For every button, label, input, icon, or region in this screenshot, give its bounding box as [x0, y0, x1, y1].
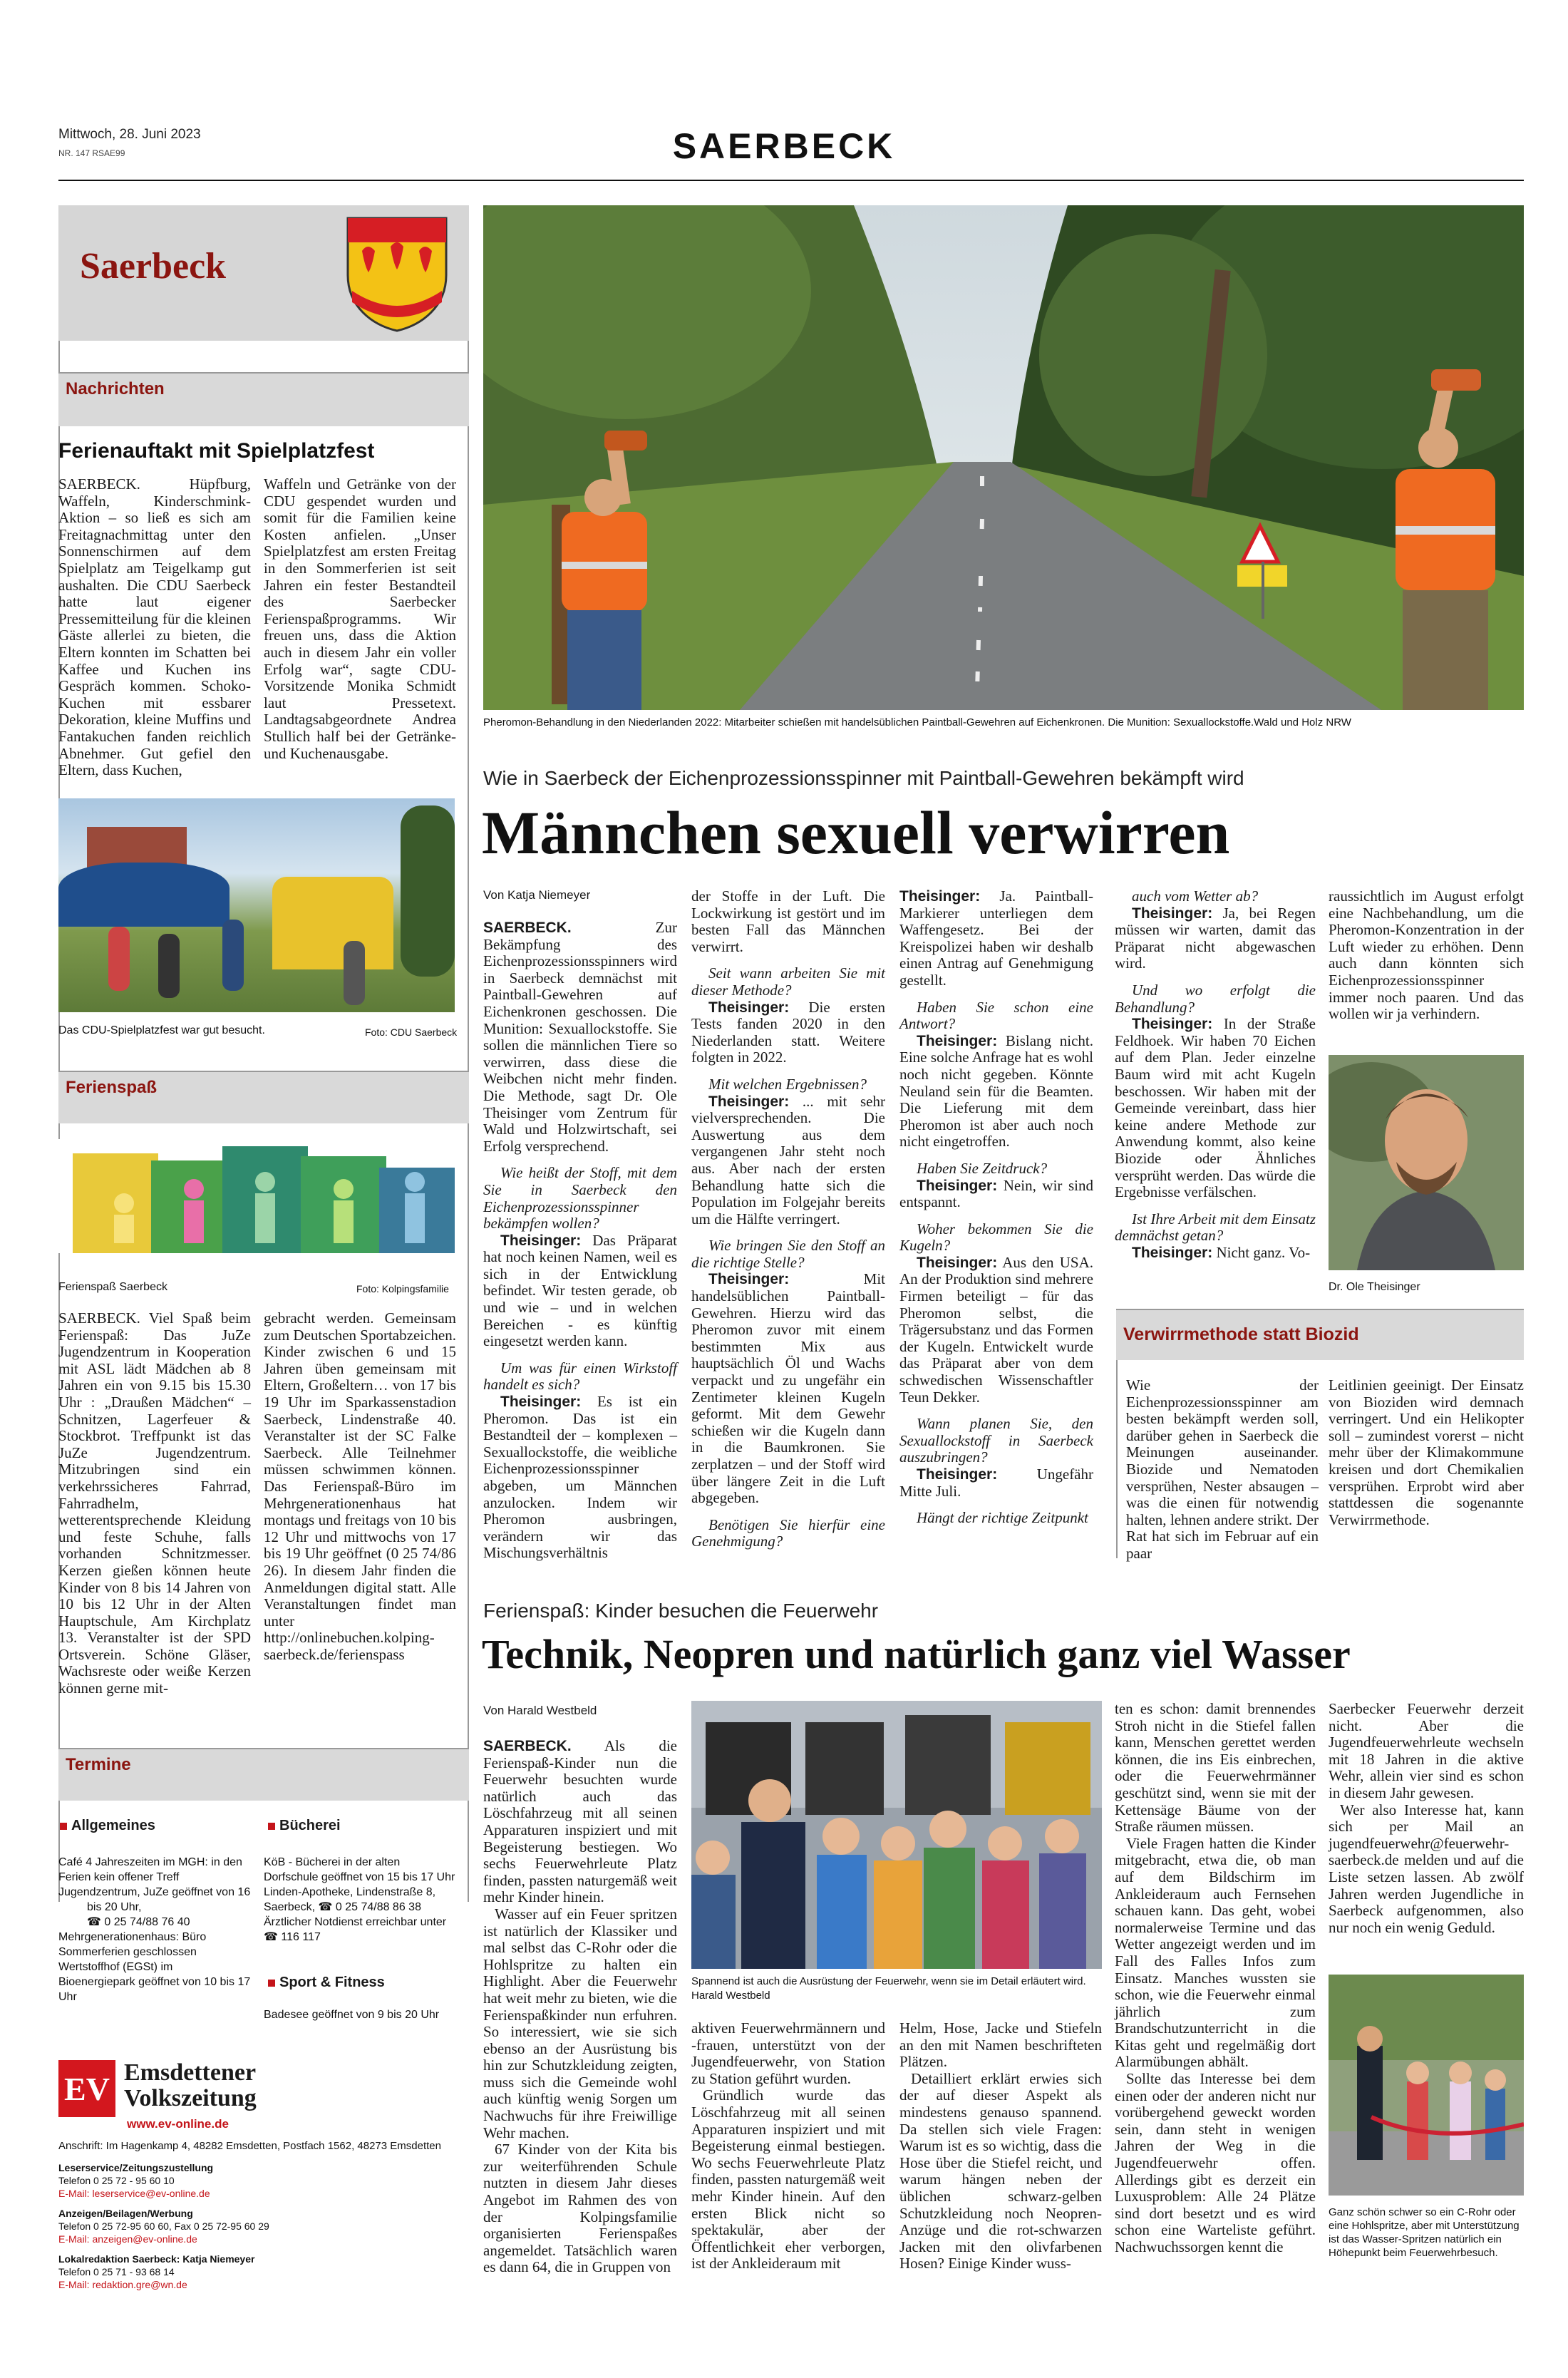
paragraph [691, 2087, 885, 2273]
interview-answer [1115, 1016, 1316, 1201]
paragraph-text: Detailliert erklärt erwies sich der auf dieser Aspekt als mindestens genauso spannend. Da stellen sich viele Fragen: Warum ist es so wichtig, dass die Hose über die Stiefel reicht, und warum hängen neben der üblichen schwarz-gelben Schutzkleidung noch Neopren-Anzüge und die rot-schwarzen Jacken mit den olivfarbenen Hosen? Einige Kinder wuss- [899, 2069, 1102, 2273]
contact-line: Telefon 0 25 72-95 60 60, Fax 0 25 72-95 60 29 [58, 2220, 269, 2232]
masthead-rule [58, 180, 1524, 181]
spielplatzfest-credit: Foto: CDU Saerbeck [365, 1026, 458, 1038]
interview-answer [691, 1271, 885, 1506]
ferienspass-text-1: SAERBECK. Viel Spaß beim Ferienspaß: Das JuZe Jugendzentrum in Kooperation mit ASL lädt Mädchen ab 8 Jahren ein von 9.15 bis 15.30 Uhr : „Draußen Mädchen“ – Schnitzen, Lagerfeuer & Stockbrot. Treffpunkt ist das JuZe Jugendzentrum. Mitzubringen sind ein verkehrssicheres Fahrrad, Fahrradhelm, wetterentsprechende Kleidung und feste Schuhe, falls vorhanden Schnitzmesser. Kerzen gießen können heute Kinder von 8 bis 14 Jahren von 10 bis 12 Uhr in der Alten Hauptschule, Am Kirchplatz 13. Veranstalter ist der SPD Ortsverein. Schöne Gläser, Wachsreste oder weiße Kerzen können gerne mit- [58, 1309, 251, 1697]
paragraph-text: Mit handelsüblichen Paintball-Gewehren. Hierzu wird das Pheromon zuvor mit einem bestimmten Mix aus hauptsächlich Öl und Wachs verpackt und zu ungefähr ein Zentimeter kleinen Kugeln geformt. Mit dem Gewehr schießen wir die Kugeln dann in die Baumkronen. Sie zerplatzen – und der Stoff wird über längere Zeit in die Luft abgegeben. [691, 1270, 885, 1507]
main-byline: Von Katja Niemeyer [483, 888, 591, 902]
main-column-5 [1329, 888, 1524, 1023]
paragraph [1115, 1701, 1316, 1836]
interview-answer [483, 1394, 677, 1562]
paragraph [899, 2071, 1102, 2273]
second-byline: Von Harald Westbeld [483, 1704, 597, 1717]
sport-title-text: Sport & Fitness [279, 1975, 385, 1990]
paragraph [899, 2020, 1102, 2071]
c-rohr-photo [1329, 1975, 1524, 2196]
c-rohr-caption: Ganz schön schwer so ein C-Rohr oder eine Hohlspritze, aber mit Unterstützung ist das Wasser-Spritzen natürlich ein Höhepunkt beim Feuerwehrbesuch. [1329, 2206, 1520, 2259]
paragraph-text: Zur Bekämpfung des Eichenprozessionsspinners wird in Saerbeck demnächst mit Paintball-Gewehren auf Eichenkronen geschossen. Die Munition: Sexuallockstoffe. Sie sollen die männlichen Tiere so verwirren, dass diese die Weibchen nicht mehr finden. Die Methode, sagt Dr. Ole Theisinger vom Zentrum für Wald und Holzwirtschaft, sei Erfolg versprechend. [483, 919, 677, 1155]
paragraph [691, 888, 885, 955]
buecherei-item: KöB - Bücherei in der alten Dorfschule geöffnet von 15 bis 17 Uhr [264, 1856, 455, 1883]
contact-title: Leserservice/Zeitungszustellung [58, 2162, 214, 2173]
publisher-address: Anschrift: Im Hagenkamp 4, 48282 Emsdetten, Postfach 1562, 48273 Emsdetten [58, 2140, 441, 2152]
publisher-url[interactable]: www.ev-online.de [127, 2117, 229, 2131]
contact-block [58, 2207, 458, 2245]
paragraph-text: Helm, Hose, Jacke und Stiefeln an den mit Namen beschrifteten Plätzen. [899, 2019, 1102, 2071]
infobox-column-2 [1329, 1377, 1524, 1528]
contact-block [58, 2161, 458, 2200]
lead-in: Theisinger: [917, 1177, 998, 1194]
ferienspass-photo-credit: Foto: Kolpingsfamilie [356, 1283, 449, 1294]
allgemeines-list [58, 1855, 251, 2004]
contact-email[interactable]: E-Mail: redaktion.gre@wn.de [58, 2279, 187, 2290]
termine-header [58, 1748, 469, 1801]
interview-question: Haben Sie schon eine Antwort? [899, 998, 1093, 1033]
lead-in: Theisinger: [917, 1466, 998, 1483]
interview-question: Und wo erfolgt die Behandlung? [1115, 981, 1316, 1016]
interview-question: Woher bekommen Sie die Kugeln? [899, 1220, 1093, 1255]
paragraph-text: der Stoffe in der Luft. Die Lockwirkung ist gestört und im besten Fall das Männchen verwirrt. [691, 887, 885, 955]
interview-question: Hängt der richtige Zeitpunkt [917, 1509, 1088, 1527]
contact-email[interactable]: E-Mail: anzeigen@ev-online.de [58, 2233, 197, 2245]
page-date: Mittwoch, 28. Juni 2023 [58, 127, 201, 142]
news-column-2 [264, 476, 456, 762]
second-column-3 [899, 2020, 1102, 2273]
news-header-label: Nachrichten [66, 379, 165, 398]
spielplatzfest-caption: Das CDU-Spielplatzfest war gut besucht. [58, 1024, 265, 1036]
paragraph-text: Ja, bei Regen müssen wir warten, damit das Präparat nicht abgewaschen wird. [1115, 904, 1316, 972]
interview-question: Wie bringen Sie den Stoff an die richtige Stelle? [691, 1237, 885, 1271]
buecherei-list [264, 1855, 456, 1945]
paragraph-text: ... mit sehr vielversprechenden. Die Auswertung aus dem vergangenen Jahr steht noch aus. Aber nach der ersten Behandlung hatte sich die Population im Folgejahr bereits um die Hälfte verringert. [691, 1092, 885, 1227]
paragraph [1329, 1802, 1524, 1937]
paragraph-text: Es ist ein Pheromon. Das ist ein Bestandteil der – komplexen – Sexuallockstoffe, die weibliche Eichenprozessionsspinner abgeben, um Männchen anzulocken. Indem wir Pheromon ausbringen, verändern wir das Mischungsverhältnis [483, 1393, 678, 1562]
infobox-column-1 [1126, 1377, 1319, 1563]
lead-in: Theisinger: [500, 1394, 582, 1411]
lead-in: Theisinger: [708, 1271, 790, 1288]
publisher-logo [58, 2060, 115, 2117]
allgemeines-item: Wertstoffhof (EGSt) im Bioenergiepark geöffnet von 10 bis 17 Uhr [58, 1961, 251, 2003]
publisher-name-1: Emsdettener [124, 2059, 257, 2086]
paragraph-text: Ungefähr Mitte Juli. [899, 1466, 1093, 1500]
ferienspass-column-1 [58, 1310, 251, 1697]
lead-in: SAERBECK. [483, 920, 572, 936]
second-column-2 [691, 2020, 885, 2273]
paragraph-text: aktiven Feuerwehrmännern und -frauen, unterstützt von der Jugendfeuerwehr, von Station zu Station geführt wurden. [691, 2019, 885, 2087]
firefighter-visit-photo [691, 1701, 1102, 1969]
main-column-1 [483, 920, 677, 1562]
paragraph [483, 920, 677, 1155]
paragraph [691, 2020, 885, 2087]
paragraph-text: 67 Kinder von der Kita bis zur weiterführenden Schule nutzten in diesem Jahr dieses Angebot im Rahmen des von der Kolpingsfamilie organisierten Ferienspaßes angemeldet. Tatsächlich waren es dann 64, die in Gruppen von [483, 2141, 677, 2276]
paragraph-text: ten es schon: damit brennendes Stroh nicht in die Stiefel fallen kann, Menschen gerettet werden können, die ins Eis einbrechen, oder die Feuerwehrmänner geschützt sind, wenn sie mit der Kettensäge Bäume von der Straße räumen müssen. [1115, 1700, 1316, 1836]
infobox-title: Verwirrmethode statt Biozid [1123, 1324, 1359, 1344]
interview-question: Mit welchen Ergebnissen? [708, 1075, 867, 1093]
paragraph-text: Wasser auf ein Feuer spritzen ist natürlich der Klassiker und mal selbst das C-Rohr oder die Hohlspritze zu halten ein Highlight. Aber die Feuerwehr hat weit mehr zu bieten, wie die Ferienspaßkinder nun erfuhren. So interessiert, wie sie sich ebenso an der Ausrüstung bis hin zur Schutzkleidung zeigten, muss sich die Gemeinde wohl auch künftig wenig Sorgen um Nachwuchs für ihre Freiwillige Wehr machen. [483, 1905, 677, 2141]
lead-in: Theisinger: [917, 1032, 998, 1049]
paragraph-text: Nein, wir sind entspannt. [899, 1176, 1093, 1211]
news-header [58, 372, 469, 426]
section-title: SAERBECK [672, 126, 896, 166]
interview-answer [691, 999, 885, 1066]
second-headline: Technik, Neopren und natürlich ganz viel Wasser [482, 1631, 1351, 1677]
paragraph-text: In der Straße Feldhoek. Wir haben 70 Eichen auf dem Plan. Jeder einzelne Baum wird mit acht Kugeln beschossen. Wir haben mit der Gemeinde vereinbart, dass hier keine andere Methode zur Anwendung kommt, also keine Biozide oder Ähnliches versprüht werden. Das würde die Ergebnisse verfälschen. [1115, 1015, 1316, 1201]
infobox-header [1116, 1309, 1524, 1360]
sport-item: Badesee geöffnet von 9 bis 20 Uhr [264, 2009, 440, 2021]
paragraph-text: Saerbecker Feuerwehr derzeit nicht. Aber die Jugendfeuerwehrleute wechseln mit 18 Jahren in die aktive Wehr, allein vier sind es schon in diesem Jahr gewesen. [1329, 1700, 1524, 1801]
lead-in: Theisinger: [1132, 1244, 1213, 1261]
lead-in: SAERBECK. [483, 1738, 572, 1754]
publisher-logo-letters: EV [64, 2071, 110, 2107]
interview-question: Um was für einen Wirkstoff handelt es sich? [483, 1359, 677, 1394]
publisher-contacts [58, 2161, 458, 2291]
ferienspass-header [58, 1071, 469, 1123]
buecherei-item: Linden-Apotheke, Lindenstraße 8, Saerbeck, ☎ 0 25 74/88 86 38 [264, 1886, 436, 1913]
contact-title: Lokalredaktion Saerbeck: Katja Niemeyer [58, 2253, 255, 2265]
second-column-1 [483, 1738, 677, 2276]
paragraph [1329, 1701, 1524, 1802]
sport-title [268, 1975, 385, 1991]
news-column-1 [58, 476, 251, 779]
contact-line: Telefon 0 25 71 - 93 68 14 [58, 2266, 175, 2277]
allgemeines-title [60, 1818, 155, 1834]
news-text-2: Waffeln und Getränke von der CDU gespendet wurden und somit für die Familien keine Kosten anfielen. „Unser Spielplatzfest am ersten Freitag in den Sommerferien ist seit Jahren ein fester Bestandteil des Saerbecker Ferienspaßprogramms. Wir freuen uns, dass die Aktion auch in diesem Jahr ein voller Erfolg war“, sagte CDU-Vorsitzende Monika Schmidt laut Pressetext. Landtagsabgeordnete Andrea Stullich half bei der Getränke- und Kuchenausgabe. [264, 475, 456, 762]
lead-in: Theisinger: [917, 1254, 998, 1271]
allgemeines-item: Mehrgenerationenhaus: Büro Sommerferien geschlossen [58, 1931, 207, 1958]
firefighter-photo-caption: Spannend ist auch die Ausrüstung der Feuerwehr, wenn sie im Detail erläutert wird. Harald Westbeld [691, 1975, 1086, 2002]
paragraph-text: Wer also Interesse hat, kann sich per Mail an jugendfeuerwehr@feuerwehr-saerbeck.de melden und auf die Liste setzen lassen. Ab zwölf Jahren werden Jugendliche in Saerbeck aufgenommen, also nur noch ein wenig Geduld. [1329, 1801, 1524, 1936]
portrait-caption: Dr. Ole Theisinger [1329, 1281, 1420, 1293]
interview-question: auch vom Wetter ab? [1132, 887, 1259, 905]
buecherei-item: Ärztlicher Notdienst erreichbar unter ☎ 116 117 [264, 1916, 447, 1943]
infobox-text-1: Wie der Eichenprozessionsspinner am besten bekämpft werden soll, darüber gehen in Saerbeck die Meinungen auseinander. Biozide und Nematoden versprühen, Nester absaugen – was die einen für notwendig halten, lehnen andere strikt. Der Rat hat sich im Februar auf ein paar [1126, 1376, 1319, 1562]
interview-question: Benötigen Sie hierfür eine Genehmigung? [691, 1515, 885, 1550]
allgemeines-title-text: Allgemeines [71, 1818, 155, 1833]
paragraph-text: Das Präparat hat noch keinen Namen, weil es sich in der Entwicklung befindet. Wir testen gerade, ob und wie – und in welchen Bereichen - es künftig eingesetzt werden kann. [483, 1231, 677, 1350]
interview-question: Seit wann arbeiten Sie mit dieser Methode? [691, 964, 885, 999]
interview-answer [691, 1093, 885, 1228]
paragraph-text: Ja. Paintball-Markierer unterliegen dem Waffengesetz. Bei der Kreispolizei haben wir deshalb einen Antrag auf Genehmigung gestellt. [899, 887, 1093, 989]
publisher-name-2: Volkszeitung [124, 2085, 257, 2111]
interview-answer [899, 1033, 1093, 1151]
interview-answer [899, 1255, 1093, 1406]
ferienspass-photo-caption: Ferienspaß Saerbeck [58, 1281, 167, 1293]
ferienspass-column-2 [264, 1310, 456, 1663]
main-column-5-text: raussichtlich im August erfolgt eine Nachbehandlung, um die Pheromon-Konzentration in der Luft wieder zu erhöhen. Denn auch dann könnten sich Eichenprozessionsspinner immer noch paaren. Und das wollen wir ja verhindern. [1329, 887, 1524, 1023]
contact-title: Anzeigen/Beilagen/Werbung [58, 2208, 193, 2219]
pheromone-treatment-photo [483, 205, 1524, 710]
interview-question: Wann planen Sie, den Sexuallockstoff in Saerbeck auszubringen? [899, 1415, 1093, 1466]
interview-answer [1115, 1245, 1316, 1262]
paragraph-text: Bislang nicht. Eine solche Anfrage hat es wohl noch nicht gegeben. Könnte Neuland sein für die Beamten. Die Lieferung mit dem Pheromon ist aber auch noch nicht eingetroffen. [899, 1031, 1093, 1151]
infobox-text-2: Leitlinien geeinigt. Der Einsatz von Bioziden wird demnach verringert. Und ein Helikopter soll – zumindest vorerst – nicht mehr über der Klimakommune kreisen und dort Chemikalien versprühen. Erprobt wird aber stattdessen die sogenannte Verwirrmethode. [1329, 1376, 1524, 1528]
pheromone-photo-caption: Pheromon-Behandlung in den Niederlanden 2022: Mitarbeiter schießen mit handelsüblichen Paintball-Gewehren auf Eichenkronen. Die Munition: Sexuallockstoffe.Wald und Holz NRW [483, 716, 1351, 729]
paragraph-text: Nicht ganz. Vo- [1216, 1243, 1311, 1261]
coat-of-arms-icon [342, 214, 452, 334]
paragraph-text: Die ersten Tests fanden 2020 in den Niederlanden statt. Weitere folgten in 2022. [691, 998, 885, 1066]
interview-answer [1115, 905, 1316, 972]
issue-number: NR. 147 RSAE99 [58, 148, 125, 158]
lead-in: Theisinger: [1132, 1016, 1213, 1033]
interview-question: Ist Ihre Arbeit mit dem Einsatz demnächst getan? [1115, 1210, 1316, 1245]
allgemeines-item: Café 4 Jahreszeiten im MGH: in den Ferien kein offener Treff [58, 1856, 242, 1883]
lead-in: Theisinger: [500, 1232, 582, 1249]
lead-in: Theisinger: [1132, 905, 1213, 922]
ferienspass-graphic [58, 1139, 455, 1253]
ferienspass-text-2: gebracht werden. Gemeinsam zum Deutschen Sportabzeichen. Kinder zwischen 6 und 15 Jahren üben gemeinsam mit Eltern, Großeltern… von 17 bis 19 Uhr im Sparkassenstadion Saerbeck, Lindenstraße 40. Veranstalter ist der SC Falke Saerbeck. Alle Teilnehmer müssen schwimmen können. Das Ferienspaß-Büro im Mehrgenerationenhaus hat montags und freitags von 10 bis 12 Uhr und mittwochs von 17 bis 19 Uhr geöffnet (0 25 74/86 26). In diesem Jahr finden die Anmeldungen digital statt. Alle Veranstaltungen findet man unter http://onlinebuchen.kolping-saerbeck.de/ferienspass [264, 1309, 456, 1663]
paragraph [483, 1906, 677, 2141]
paragraph [483, 1738, 677, 1906]
allgemeines-item: ☎ 0 25 74/88 76 40 [87, 1916, 190, 1928]
town-title: Saerbeck [80, 246, 227, 287]
second-column-4 [1115, 1701, 1316, 2256]
paragraph-text: Als die Ferienspaß-Kinder nun die Feuerwehr besuchten wurde natürlich auch das Löschfahrzeug mit all seinen Apparaturen inspiziert und mit Begeisterung bestiegen. Wo sechs Feuerwehrleute Platz finden, passten naturgemäß weit mehr Kinder hinein. [483, 1737, 678, 1906]
contact-line: Telefon 0 25 72 - 95 60 10 [58, 2175, 175, 2186]
ferienspass-header-label: Ferienspaß [66, 1078, 158, 1097]
interview-answer [899, 1466, 1093, 1500]
second-kicker: Ferienspaß: Kinder besuchen die Feuerwehr [483, 1600, 879, 1622]
buecherei-title-text: Bücherei [279, 1818, 341, 1833]
second-column-5 [1329, 1701, 1524, 1936]
lead-in: Theisinger: [708, 999, 790, 1016]
interview-question: Haben Sie Zeitdruck? [917, 1159, 1048, 1177]
paragraph [483, 2141, 677, 2276]
main-column-4 [1115, 888, 1316, 1261]
paragraph-text: Viele Fragen hatten die Kinder mitgebracht, etwa die, ob man auf dem Bildschirm im Ankleideraum auch Fernsehen schauen kann. Das geht, wobei normalerweise Termine und das Wetter angezeigt werden und im Fall des Falles Infos zum Einsatz. Manches wussten sie schon, wie die Feuerwehr einmal jährlich zum Brandschutzunterricht in die Kitas geht und regelmäßig dort Alarmübungen abhält. [1115, 1834, 1316, 2071]
interview-answer [899, 888, 1093, 989]
termine-header-label: Termine [66, 1755, 131, 1774]
buecherei-title [268, 1818, 341, 1834]
paragraph [1115, 1836, 1316, 2071]
news-text-1: SAERBECK. Hüpfburg, Waffeln, Kinderschmink-Aktion – so ließ es sich am Freitagnachmittag unter den Sonnenschirmen auf dem Spielplatz am Teigelkamp gut aushalten. Die CDU Saerbeck hatte laut eigener Pressemitteilung für die kleinen Gäste allerlei zu bieten, die Eltern konnten im Schatten bei Kaffee und Kuchen ins Gespräch kommen. Schoko-Kuchen mit essbarer Dekoration, kleine Muffins und Fantakuchen fanden reichlich Abnehmer. Gut gefiel den Eltern, dass Kuchen, [58, 475, 251, 779]
interview-question: Wie heißt der Stoff, mit dem Sie in Saerbeck den Eichenprozessionsspinner bekämpfen wollen? [483, 1164, 677, 1232]
lead-in: Theisinger: [899, 888, 981, 905]
interview-answer [899, 1178, 1093, 1211]
allgemeines-item: Jugendzentrum, JuZe geöffnet von 16 bis 20 Uhr, [58, 1886, 251, 1913]
contact-block [58, 2253, 458, 2291]
spielplatzfest-photo [58, 798, 455, 1012]
news-headline: Ferienauftakt mit Spielplatzfest [58, 439, 375, 463]
main-column-3 [899, 888, 1093, 1527]
paragraph-text: Gründlich wurde das Löschfahrzeug mit all seinen Apparaturen inspiziert und mit Begeisterung einmal bestiegen. Wo sechs Feuerwehrleute Platz finden, passten naturgemäß weit mehr Kinder hinein. Auf den ersten Blick nicht so spektakulär, aber der Öffentlichkeit eher verborgen, ist der Ankleideraum mit [691, 2086, 885, 2273]
paragraph [1115, 2071, 1316, 2256]
portrait-photo [1329, 1055, 1524, 1270]
sport-list [264, 2007, 456, 2022]
town-banner [58, 205, 469, 341]
lead-in: Theisinger: [708, 1093, 790, 1110]
paragraph-text: Sollte das Interesse bei dem einen oder der anderen nicht nur vorübergehend geweckt worden sein, dann steht in wenigen Jahren der Weg in die Jugendfeuerwehr offen. Allerdings gibt es derzeit ein Luxusproblem: Alle 24 Plätze sind dort besetzt und es wird schon eine Warteliste geführt. Nachwuchssorgen kennt die [1115, 2070, 1316, 2255]
interview-answer [483, 1232, 677, 1350]
main-column-2 [691, 888, 885, 1550]
main-headline: Männchen sexuell verwirren [482, 798, 1230, 867]
main-kicker: Wie in Saerbeck der Eichenprozessionsspinner mit Paintball-Gewehren bekämpft wird [483, 767, 1244, 789]
paragraph-text: Aus den USA. An der Produktion sind mehrere Firmen beteiligt – für das Pheromon selbst, die Trägersubstanz und das Formen der Kugeln. Entwickelt wurde das Präparat aber von dem schwedischen Wissenschaftler Teun Dekker. [899, 1253, 1094, 1406]
contact-email[interactable]: E-Mail: leserservice@ev-online.de [58, 2188, 210, 2199]
